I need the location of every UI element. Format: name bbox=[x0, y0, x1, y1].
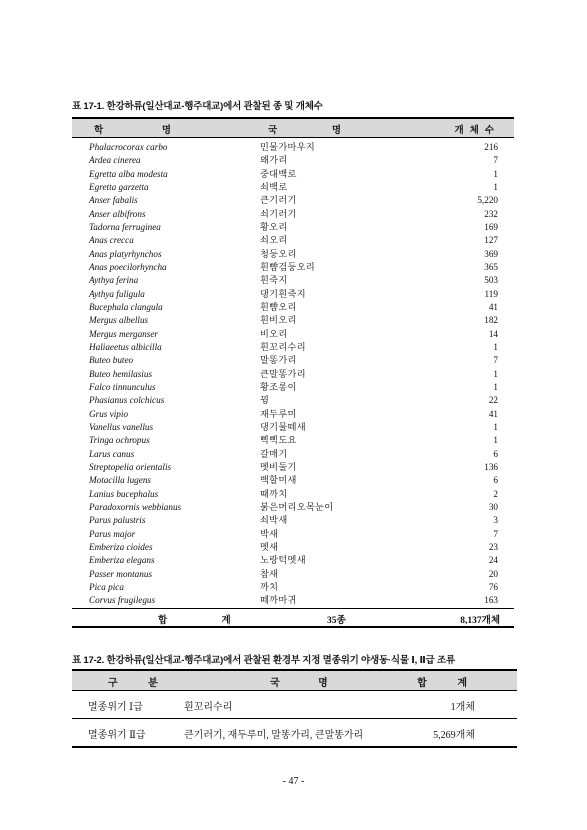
table-row bbox=[72, 528, 514, 541]
table-row bbox=[72, 328, 514, 341]
korean-name: 큰기러기 bbox=[260, 195, 297, 206]
scientific-name: Grus vipio bbox=[89, 408, 129, 419]
count: 30 bbox=[488, 501, 498, 512]
korean-name: 멧새 bbox=[260, 541, 279, 552]
table1-caption: 표 17-1. 한강하류(일산대교-행주대교)에서 관찰된 종 및 개체수 bbox=[72, 101, 323, 112]
scientific-name: Falco tinnunculus bbox=[89, 381, 156, 392]
species-table-body bbox=[72, 138, 514, 607]
count: 3 bbox=[493, 515, 498, 526]
table-row bbox=[72, 274, 514, 287]
total-species: 35종 bbox=[327, 616, 346, 627]
scientific-name: Paradoxornis webbianus bbox=[89, 501, 182, 512]
table-row bbox=[72, 181, 514, 194]
total-count: 8,137개체 bbox=[460, 616, 500, 627]
row-total: 5,269개체 bbox=[433, 730, 475, 741]
scientific-name: Egretta alba modesta bbox=[89, 168, 168, 179]
table-row bbox=[72, 208, 514, 221]
scientific-name: Vanellus vanellus bbox=[89, 421, 154, 432]
table-row bbox=[72, 394, 514, 407]
count: 369 bbox=[484, 248, 498, 259]
table-row bbox=[72, 194, 514, 207]
species-table-total-row bbox=[72, 608, 514, 628]
korean-name: 황오리 bbox=[260, 221, 288, 232]
korean-name: 멧비둘기 bbox=[260, 461, 297, 472]
count: 365 bbox=[484, 261, 498, 272]
endangered-table-header bbox=[72, 669, 517, 691]
korean-name: 댕기물떼새 bbox=[260, 421, 306, 432]
count: 182 bbox=[484, 315, 498, 326]
table-row bbox=[72, 691, 517, 719]
korean-name: 청둥오리 bbox=[260, 248, 297, 259]
scientific-name: Pica pica bbox=[89, 581, 124, 592]
korean-name: 참새 bbox=[260, 568, 279, 579]
table-row bbox=[72, 261, 514, 274]
table-row bbox=[72, 154, 514, 167]
row-names: 큰기러기, 재두루미, 말똥가리, 큰말똥가리 bbox=[184, 730, 364, 741]
table-row bbox=[72, 448, 514, 461]
scientific-name: Parus palustris bbox=[89, 515, 146, 526]
table-row bbox=[72, 141, 514, 154]
table-row bbox=[72, 461, 514, 474]
table-row bbox=[72, 408, 514, 421]
korean-name: 말똥가리 bbox=[260, 355, 297, 366]
count: 7 bbox=[493, 528, 498, 539]
table-row bbox=[72, 501, 514, 514]
korean-name: 큰말똥가리 bbox=[260, 368, 306, 379]
korean-name: 쇠박새 bbox=[260, 515, 288, 526]
count: 1 bbox=[493, 435, 498, 446]
count: 41 bbox=[488, 301, 498, 312]
korean-name: 떼까마귀 bbox=[260, 595, 297, 606]
endangered-table bbox=[72, 669, 517, 748]
table-row bbox=[72, 474, 514, 487]
korean-name: 삑삑도요 bbox=[260, 435, 297, 446]
korean-name: 꿩 bbox=[260, 395, 270, 406]
table-row bbox=[72, 354, 514, 367]
total-label: 합 계 bbox=[158, 616, 257, 627]
count: 6 bbox=[493, 475, 498, 486]
scientific-name: Egretta garzetta bbox=[89, 181, 149, 192]
scientific-name: Motacilla lugens bbox=[89, 475, 152, 486]
species-table-header bbox=[72, 117, 514, 138]
scientific-name: Haliaeetus albicilla bbox=[89, 341, 162, 352]
table-row bbox=[72, 221, 514, 234]
header-korean-name: 국 명 bbox=[270, 678, 346, 689]
count: 2 bbox=[493, 488, 498, 499]
count: 119 bbox=[484, 288, 498, 299]
scientific-name: Larus canus bbox=[89, 448, 135, 459]
scientific-name: Emberiza elegans bbox=[89, 555, 155, 566]
scientific-name: Aythya ferina bbox=[89, 275, 139, 286]
korean-name: 황조롱이 bbox=[260, 381, 297, 392]
table-row bbox=[72, 381, 514, 394]
scientific-name: Aythya fuligula bbox=[89, 288, 145, 299]
table-row bbox=[72, 488, 514, 501]
korean-name: 백할미새 bbox=[260, 475, 297, 486]
table-row bbox=[72, 581, 514, 594]
count: 1 bbox=[493, 181, 498, 192]
count: 7 bbox=[493, 355, 498, 366]
scientific-name: Anas crecca bbox=[89, 235, 134, 246]
count: 76 bbox=[488, 581, 498, 592]
count: 127 bbox=[484, 235, 498, 246]
table-row bbox=[72, 421, 514, 434]
scientific-name: Streptopelia orientalis bbox=[89, 461, 172, 472]
scientific-name: Phalacrocorax carbo bbox=[89, 142, 168, 152]
korean-name: 갈매기 bbox=[260, 448, 288, 459]
scientific-name: Mergus albellus bbox=[89, 315, 149, 326]
scientific-name: Corvus frugilegus bbox=[89, 595, 156, 606]
korean-name: 중대백로 bbox=[260, 168, 297, 179]
count: 216 bbox=[484, 142, 498, 152]
count: 22 bbox=[488, 395, 498, 406]
korean-name: 댕기흰죽지 bbox=[260, 288, 306, 299]
row-category: 멸종위기 Ⅱ급 bbox=[88, 730, 146, 741]
scientific-name: Mergus merganser bbox=[89, 328, 158, 339]
scientific-name: Lanius bucephalus bbox=[89, 488, 159, 499]
scientific-name: Phasianus colchicus bbox=[89, 395, 165, 406]
count: 1 bbox=[493, 341, 498, 352]
header-scientific-name: 학 명 bbox=[94, 125, 199, 136]
korean-name: 쇠오리 bbox=[260, 235, 288, 246]
count: 1 bbox=[493, 421, 498, 432]
korean-name: 쇠백로 bbox=[260, 181, 288, 192]
header-korean-name: 국 명 bbox=[268, 125, 367, 136]
korean-name: 흰죽지 bbox=[260, 275, 288, 286]
row-total: 1개체 bbox=[450, 702, 475, 713]
count: 7 bbox=[493, 155, 498, 166]
korean-name: 흰뺨검둥오리 bbox=[260, 261, 316, 272]
korean-name: 민물가마우지 bbox=[260, 142, 316, 152]
count: 24 bbox=[488, 555, 498, 566]
count: 163 bbox=[484, 595, 498, 606]
scientific-name: Anas platyrhynchos bbox=[89, 248, 162, 259]
scientific-name: Emberiza cioides bbox=[89, 541, 153, 552]
korean-name: 재두루미 bbox=[260, 408, 297, 419]
table-row bbox=[72, 514, 514, 527]
count: 41 bbox=[488, 408, 498, 419]
scientific-name: Anser albifrons bbox=[89, 208, 146, 219]
korean-name: 때까치 bbox=[260, 488, 288, 499]
count: 6 bbox=[493, 448, 498, 459]
korean-name: 쇠기러기 bbox=[260, 208, 297, 219]
row-names: 흰꼬리수리 bbox=[184, 702, 233, 713]
count: 1 bbox=[493, 368, 498, 379]
count: 136 bbox=[484, 461, 498, 472]
count: 232 bbox=[484, 208, 498, 219]
table-row bbox=[72, 301, 514, 314]
table-row bbox=[72, 168, 514, 181]
scientific-name: Tadorna ferruginea bbox=[89, 221, 161, 232]
table-row bbox=[72, 288, 514, 301]
header-category: 구 분 bbox=[108, 678, 172, 689]
count: 20 bbox=[488, 568, 498, 579]
count: 5,220 bbox=[477, 195, 498, 206]
table-row bbox=[72, 594, 514, 607]
scientific-name: Bucephala clangula bbox=[89, 301, 163, 312]
scientific-name: Buteo hemilasius bbox=[89, 368, 153, 379]
row-category: 멸종위기 Ⅰ급 bbox=[88, 702, 143, 713]
table-row bbox=[72, 234, 514, 247]
count: 503 bbox=[484, 275, 498, 286]
count: 1 bbox=[493, 381, 498, 392]
count: 169 bbox=[484, 221, 498, 232]
korean-name: 까치 bbox=[260, 581, 279, 592]
count: 1 bbox=[493, 168, 498, 179]
korean-name: 왜가리 bbox=[260, 155, 288, 166]
table-row bbox=[72, 568, 514, 581]
scientific-name: Anser fabalis bbox=[89, 195, 138, 206]
korean-name: 흰비오리 bbox=[260, 315, 297, 326]
korean-name: 노랑턱멧새 bbox=[260, 555, 306, 566]
count: 14 bbox=[488, 328, 498, 339]
table-row bbox=[72, 314, 514, 327]
table-row bbox=[72, 554, 514, 567]
table-row bbox=[72, 434, 514, 447]
scientific-name: Ardea cinerea bbox=[89, 155, 141, 166]
korean-name: 흰꼬리수리 bbox=[260, 341, 306, 352]
korean-name: 비오리 bbox=[260, 328, 288, 339]
table-row bbox=[72, 719, 517, 748]
species-table bbox=[72, 117, 514, 628]
scientific-name: Parus major bbox=[89, 528, 136, 539]
scientific-name: Anas poecilorhyncha bbox=[89, 261, 167, 272]
count: 23 bbox=[488, 541, 498, 552]
table2-caption: 표 17-2. 한강하류(일산대교-행주대교)에서 관찰된 환경부 지정 멸종위기 야생동·식물 Ⅰ, Ⅱ급 조류 bbox=[72, 655, 455, 666]
page-number: - 47 - bbox=[282, 776, 305, 787]
table-row bbox=[72, 368, 514, 381]
table-row bbox=[72, 248, 514, 261]
header-total: 합 계 bbox=[417, 678, 481, 689]
scientific-name: Passer montanus bbox=[89, 568, 153, 579]
scientific-name: Tringa ochropus bbox=[89, 435, 150, 446]
table-row bbox=[72, 541, 514, 554]
korean-name: 붉은머리오목눈이 bbox=[260, 501, 334, 512]
korean-name: 박새 bbox=[260, 528, 279, 539]
table-row bbox=[72, 341, 514, 354]
header-count: 개체수 bbox=[454, 125, 500, 136]
korean-name: 흰뺨오리 bbox=[260, 301, 297, 312]
scientific-name: Buteo buteo bbox=[89, 355, 134, 366]
